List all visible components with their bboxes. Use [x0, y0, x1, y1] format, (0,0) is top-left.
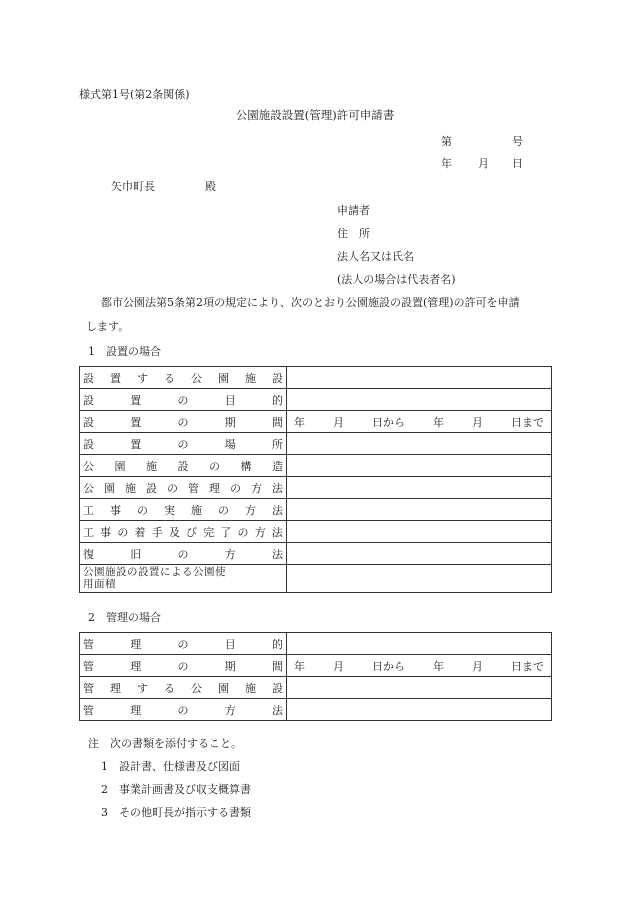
row-label [80, 633, 287, 655]
label-char: 方 [251, 481, 262, 495]
label-char: 法 [271, 525, 283, 539]
period-unit: 月 [472, 415, 483, 429]
row-label-text [83, 436, 283, 452]
label-char: の [177, 547, 189, 561]
label-char: の [177, 437, 189, 451]
table-row [80, 433, 552, 455]
period-unit: 月 [333, 415, 344, 429]
body-text-line1: 都市公園法第5条第2項の規定により、次のとおり公園施設の設置(管理)の許可を申請 [101, 296, 520, 309]
label-char: の [230, 481, 241, 495]
label-char: 理 [130, 637, 142, 651]
period-unit: 年 [294, 415, 305, 429]
table-row [80, 367, 552, 389]
row-label-text [83, 370, 283, 386]
period-fields [290, 414, 548, 430]
label-char: 実 [164, 503, 175, 517]
label-char: 園 [114, 459, 126, 473]
table-row [80, 389, 552, 411]
label-char: 設 [83, 437, 94, 451]
label-char: 着 [134, 525, 146, 539]
row-label [80, 499, 287, 521]
label-char: 理 [110, 681, 121, 695]
row-label [80, 477, 287, 499]
label-char: 的 [272, 393, 283, 407]
label-char: 設 [83, 415, 94, 429]
period-unit: 日から [372, 659, 405, 673]
period-unit: 日から [372, 415, 405, 429]
label-char: 的 [272, 637, 283, 651]
label-char: 構 [240, 459, 252, 473]
row-label [80, 655, 287, 677]
label-char: 施 [245, 371, 256, 385]
label-char: 設 [83, 371, 94, 385]
label-char: 法 [272, 481, 283, 495]
number-suffix: 号 [512, 135, 523, 148]
label-char: の [237, 525, 249, 539]
row-label-text [83, 636, 283, 652]
label-char: 管 [188, 481, 199, 495]
installation-table [79, 366, 552, 593]
row-value-field[interactable] [287, 633, 552, 655]
section1-heading: 1 設置の場合 [88, 345, 161, 358]
label-char: 目 [224, 393, 236, 407]
table-row [80, 565, 552, 593]
table-row [80, 521, 552, 543]
label-char: 管 [83, 681, 94, 695]
label-line: 用面積 [83, 577, 116, 590]
label-char: の [117, 525, 129, 539]
label-char: 園 [218, 681, 229, 695]
row-label [80, 543, 287, 565]
period-unit: 月 [472, 659, 483, 673]
row-value-field[interactable] [287, 655, 552, 677]
row-label [80, 677, 287, 699]
row-label [80, 389, 287, 411]
note-item-3: 3 その他町長が指示する書類 [101, 806, 251, 819]
row-label-text [83, 392, 283, 408]
row-label [80, 699, 287, 721]
label-char: 公 [83, 481, 94, 495]
label-char: び [186, 525, 198, 539]
note-item-2: 2 事業計画書及び収支概算書 [101, 783, 251, 796]
label-char: 施 [146, 459, 157, 473]
applicant-address-label: 住 所 [337, 227, 370, 240]
row-value-field[interactable] [287, 521, 552, 543]
row-label [80, 455, 287, 477]
label-char: 事 [100, 525, 112, 539]
label-char: の [218, 503, 229, 517]
label-char: の [137, 503, 148, 517]
label-char: 公 [191, 371, 202, 385]
label-char: 施 [191, 503, 202, 517]
label-char: 法 [272, 703, 283, 717]
label-char: る [164, 681, 175, 695]
table-row [80, 411, 552, 433]
label-char: の [209, 459, 220, 473]
row-label-text [83, 480, 283, 496]
label-char: 及 [168, 525, 180, 539]
table-row [80, 655, 552, 677]
label-char: 間 [272, 659, 283, 673]
label-char: 公 [83, 459, 94, 473]
period-unit: 年 [433, 415, 444, 429]
label-char: 置 [130, 415, 142, 429]
note-item-1: 1 設計書、仕様書及び図面 [101, 760, 240, 773]
row-value-field[interactable] [287, 699, 552, 721]
row-label-text [83, 414, 283, 430]
addressee-honorific: 殿 [205, 180, 216, 193]
label-char: 事 [110, 503, 121, 517]
label-char: 期 [224, 415, 236, 429]
label-char: 法 [272, 547, 283, 561]
label-char: 園 [218, 371, 229, 385]
date-month: 月 [478, 157, 489, 170]
label-char: 施 [245, 681, 256, 695]
body-text-line2: します。 [86, 320, 130, 333]
label-char: の [177, 703, 189, 717]
label-char: 設 [83, 393, 94, 407]
section2-heading: 2 管理の場合 [88, 611, 161, 624]
row-label-text [83, 567, 283, 589]
row-label [80, 521, 287, 543]
label-char: 工 [83, 525, 94, 539]
label-char: す [137, 681, 148, 695]
period-unit: 年 [294, 659, 305, 673]
label-char: 了 [220, 525, 232, 539]
label-char: 公 [191, 681, 202, 695]
label-char: 管 [83, 703, 94, 717]
label-char: 完 [203, 525, 215, 539]
label-char: 場 [224, 437, 236, 451]
table-row [80, 499, 552, 521]
applicant-representative-note: (法人の場合は代表者名) [337, 273, 456, 286]
period-fields [290, 658, 548, 674]
label-char: る [164, 371, 175, 385]
label-char: 手 [151, 525, 163, 539]
label-char: 工 [83, 503, 94, 517]
label-char: の [167, 481, 178, 495]
form-number: 様式第1号(第2条関係) [79, 88, 190, 101]
management-table [79, 632, 552, 721]
label-char: 置 [110, 371, 121, 385]
row-label-text [83, 458, 283, 474]
addressee-name: 矢巾町長 [111, 180, 155, 193]
table-row [80, 543, 552, 565]
label-char: 方 [224, 547, 236, 561]
row-label-text [83, 658, 283, 674]
table-row [80, 699, 552, 721]
row-label [80, 433, 287, 455]
label-char: 園 [104, 481, 115, 495]
period-unit: 日まで [511, 659, 544, 673]
label-char: 理 [130, 703, 142, 717]
applicant-name-label: 法人名又は氏名 [337, 250, 414, 263]
label-char: 設 [177, 459, 189, 473]
label-char: 所 [272, 437, 283, 451]
row-value-field[interactable] [287, 499, 552, 521]
label-char: の [177, 393, 189, 407]
row-value-field[interactable] [287, 543, 552, 565]
notes-heading: 注 次の書類を添付すること。 [88, 737, 242, 750]
row-label-text [83, 502, 283, 518]
page-title: 公園施設設置(管理)許可申請書 [235, 108, 395, 122]
row-label [80, 367, 287, 389]
label-char: 期 [224, 659, 236, 673]
table-row [80, 455, 552, 477]
period-unit: 日まで [511, 415, 544, 429]
row-value-field[interactable] [287, 389, 552, 411]
table-row [80, 633, 552, 655]
row-value-field[interactable] [287, 477, 552, 499]
label-char: 理 [209, 481, 220, 495]
row-value-field[interactable] [287, 411, 552, 433]
label-char: 旧 [130, 547, 142, 561]
row-label-text [83, 680, 283, 696]
row-label-text [83, 524, 283, 540]
row-value-field[interactable] [287, 565, 552, 593]
applicant-label: 申請者 [337, 204, 370, 217]
label-char: 管 [83, 637, 94, 651]
row-value-field[interactable] [287, 433, 552, 455]
row-label [80, 411, 287, 433]
label-char: の [177, 415, 189, 429]
label-char: 造 [272, 459, 283, 473]
label-char: 設 [272, 681, 283, 695]
row-label-text [83, 702, 283, 718]
table-row [80, 677, 552, 699]
label-char: 設 [146, 481, 157, 495]
number-prefix: 第 [441, 135, 452, 148]
label-char: 理 [130, 659, 142, 673]
label-char: す [137, 371, 148, 385]
period-unit: 月 [333, 659, 344, 673]
row-value-field[interactable] [287, 367, 552, 389]
label-char: 復 [83, 547, 94, 561]
label-char: 置 [130, 437, 142, 451]
label-char: の [177, 659, 189, 673]
period-unit: 年 [433, 659, 444, 673]
row-value-field[interactable] [287, 677, 552, 699]
label-char: 方 [245, 503, 256, 517]
date-day: 日 [512, 157, 523, 170]
row-label-text [83, 546, 283, 562]
label-char: 設 [272, 371, 283, 385]
date-year: 年 [441, 157, 452, 170]
label-char: 法 [272, 503, 283, 517]
table-row [80, 477, 552, 499]
row-value-field[interactable] [287, 455, 552, 477]
label-char: 管 [83, 659, 94, 673]
label-char: 置 [130, 393, 142, 407]
label-char: 目 [224, 637, 236, 651]
row-label [80, 565, 287, 593]
label-char: 方 [224, 703, 236, 717]
label-char: 方 [254, 525, 266, 539]
label-char: の [177, 637, 189, 651]
label-line: 公園施設の設置による公園使 [83, 566, 226, 579]
label-char: 間 [272, 415, 283, 429]
label-char: 施 [125, 481, 136, 495]
